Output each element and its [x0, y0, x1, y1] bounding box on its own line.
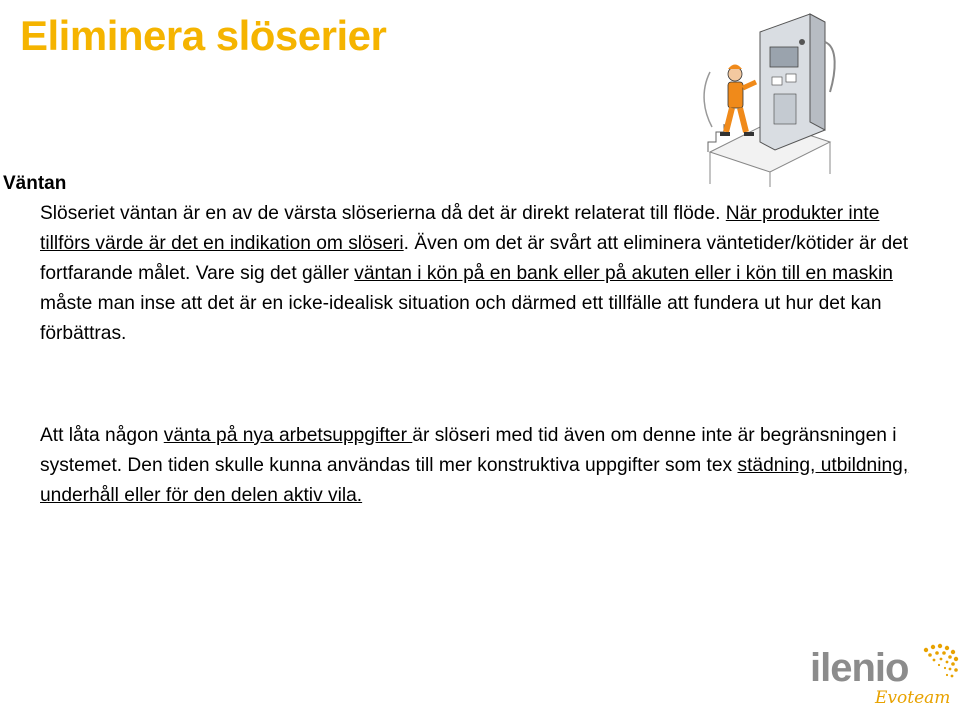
waiting-worker-illustration: [690, 2, 840, 187]
logo-subtitle: Evoteam: [875, 688, 951, 708]
paragraph2-part1: Att låta någon: [40, 425, 164, 446]
logo-name: ilenio: [810, 646, 909, 690]
paragraph-waiting-for-tasks: [40, 421, 920, 511]
paragraph1-sentence5: måste man inse att det är en icke-idealisk situation och därmed ett tillfälle att fundera ut hur det kan förbättras.: [40, 293, 882, 344]
paragraph2-part3: är slöseri med tid även om denne inte är begränsningen i systemet. Den tiden skulle kunna användas till mer konstruktiva uppgifter som tex: [40, 425, 897, 476]
logo-dots-icon: [918, 640, 960, 688]
paragraph1-sentence3: . Även om det är svårt att eliminera väntetider/kötider är det fortfarande målet. Vare sig det gäller: [40, 233, 909, 284]
slide-title: Eliminera slöserier: [20, 12, 387, 59]
section-heading: Väntan: [3, 173, 67, 194]
paragraph-waiting-description: [40, 199, 920, 349]
paragraph2-underlined-activities: städning, utbildning, underhåll eller för den delen aktiv vila.: [40, 455, 909, 506]
paragraph2-underlined-waiting-tasks: vänta på nya arbetsuppgifter: [163, 425, 413, 446]
paragraph1-sentence1: Slöseriet väntan är en av de värsta slöserierna då det är direkt relaterat till flöde.: [40, 203, 721, 224]
paragraph1-underlined-indication: När produkter inte tillförs värde är det en indikation om slöseri: [40, 203, 880, 254]
paragraph1-underlined-queue-examples: väntan i kön på en bank eller på akuten eller i kön till en maskin: [354, 263, 893, 284]
ilenio-evoteam-logo: [800, 640, 960, 710]
